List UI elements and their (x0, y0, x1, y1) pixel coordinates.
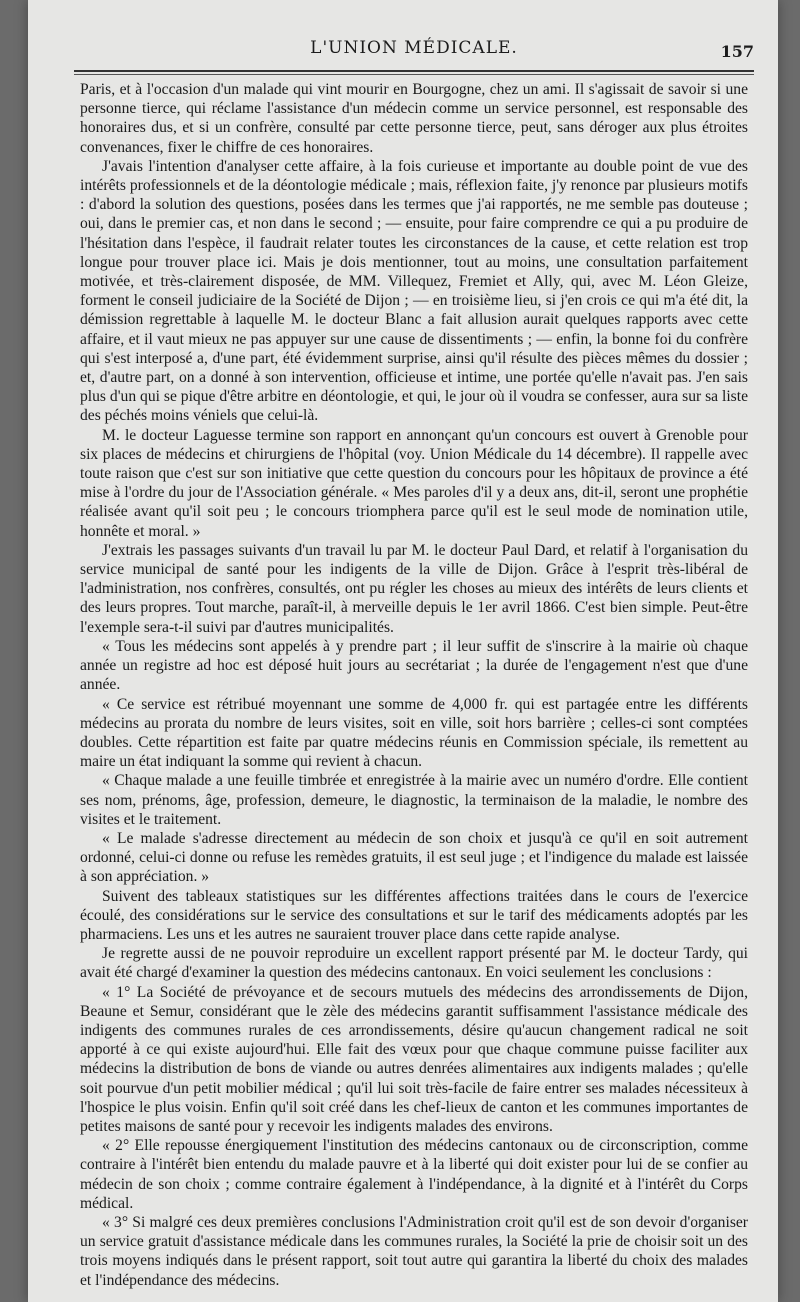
conclusion-1: « 1° La Société de prévoyance et de secours mutuels des médecins des arrondissements de Dijon, Beaune et Semur, considérant que le zèle des médecins garantit suffisamment l'assistance médicale des indigents des communes rurales de ces arrondissements, désire qu'aucun changement radical ne soit apporté à ce qui existe aujourd'hui. Elle fait des vœux pour que chaque commune puisse faciliter aux médecins la distribution de bons de viande ou autres denrées alimentaires aux indigents malades ; qu'elle soit pourvue d'un petit mobilier médical ; qu'il lui soit très-facile de faire entrer ses malades nécessiteux à l'hospice le plus voisin. Enfin qu'il soit créé dans les chef-lieux de canton et les communes importantes de petites maisons de santé pour y recevoir les indigents malades des environs. (80, 983, 748, 1135)
header-rule (74, 70, 754, 75)
quoted-paragraph: « Ce service est rétribué moyennant une somme de 4,000 fr. qui est partagée entre les différents médecins au prorata du nombre de leurs visites, soit en ville, soit hors barrière ; celles-ci sont comptées doubles. Cette répartition est faite par quatre médecins réunis en Commission spéciale, ils remettent au maire un état indiquant la somme qui revient à chacun. (80, 695, 748, 771)
quoted-paragraph: « Le malade s'adresse directement au médecin de son choix et jusqu'à ce qu'il en soit autrement ordonné, celui-ci donne ou refuse les remèdes gratuits, il est seul juge ; et l'indigence du malade est laissée à son appréciation. » (80, 829, 748, 886)
paragraph: Je regrette aussi de ne pouvoir reproduire un excellent rapport présenté par M. le docteur Tardy, qui avait été chargé d'examiner la question des médecins cantonaux. En voici seulement les conclusions : (80, 945, 748, 982)
running-title: L'UNION MÉDICALE. (310, 38, 518, 58)
paragraph: J'avais l'intention d'analyser cette affaire, à la fois curieuse et importante au double point de vue des intérêts professionnels et de la déontologie médicale ; mais, réflexion faite, j'y renonce par plusieurs motifs : d'abord la solution des questions, posées dans les termes que j'ai rapportés, ne me semble pas douteuse ; oui, dans le premier cas, et non dans le second ; — ensuite, pour faire comprendre ce qui a pu produire de l'hésitation dans l'espèce, il faudrait relater toutes les circonstances de la cause, et cette relation est trop longue pour trouver place ici. Mais je dois mentionner, tout au moins, une consultation parfaitement motivée, et très-clairement disposée, de MM. Villequez, Fremiet et Ally, qui, avec M. Léon Gleize, forment le conseil judiciaire de la Société de Dijon ; — en troisième lieu, si j'en crois ce qui m'a été dit, la démission regrettable à laquelle M. le docteur Blanc a fait allusion aurait quelques rapports avec cette affaire, et il vaut mieux ne pas appuyer sur une cause de dissentiments ; — enfin, la bonne foi du confrère qui s'est interposé a, d'une part, été évidemment surprise, ainsi qu'il résulte des pièces mêmes du dossier ; et, d'autre part, on a donné à son intervention, officieuse et intime, une portée qu'elle n'avait pas. J'en sais plus d'un qui se pique d'être arbitre en déontologie, et qui, le jour où il voudra se confesser, aura sur sa liste des péchés moins véniels que celui-là. (80, 157, 748, 425)
paragraph: J'extrais les passages suivants d'un travail lu par M. le docteur Paul Dard, et relatif à l'organisation du service municipal de santé pour les indigents de la ville de Dijon. Grâce à l'esprit très-libéral de l'administration, nos confrères, consultés, ont pu régler les choses au mieux des intérêts de leurs clients et des leurs propres. Tout marche, paraît-il, à merveille depuis le 1er avril 1866. C'est bien simple. Peut-être l'exemple sera-t-il suivi par d'autres municipalités. (80, 541, 748, 636)
conclusion-2: « 2° Elle repousse énergiquement l'institution des médecins cantonaux ou de circonscription, comme contraire à l'intérêt bien entendu du malade pauvre et à la liberté qui doit exister pour lui de se confier au médecin de son choix ; comme contraire également à l'indépendance, à la dignité et à l'intérêt du Corps médical. (80, 1137, 748, 1212)
quoted-paragraph: « Tous les médecins sont appelés à y prendre part ; il leur suffit de s'inscrire à la mairie où chaque année un registre ad hoc est déposé huit jours au secrétariat ; la durée de l'engagement n'est que d'une année. (80, 637, 748, 694)
paragraph: Suivent des tableaux statistiques sur les différentes affections traitées dans le cours de l'exercice écoulé, des considérations sur le service des consultations et sur le tarif des médicaments adoptés par les pharmaciens. Les uns et les autres ne sauraient trouver place dans cette rapide analyse. (80, 887, 748, 943)
page-header (74, 38, 754, 68)
book-page (28, 0, 778, 1302)
page-number: 157 (720, 42, 754, 61)
paragraph: M. le docteur Laguesse termine son rapport en annonçant qu'un concours est ouvert à Grenoble pour six places de médecins et chirurgiens de l'hôpital (voy. Union Médicale du 14 décembre). Il rappelle avec toute raison que c'est sur son initiative que cette question du concours pour les hôpitaux de province a été mise à l'ordre du jour de l'Association générale. « Mes paroles d'il y a deux ans, dit-il, seront une prophétie réalisée avant qu'il soit peu ; le concours triomphera parce qu'il est le seul mode de nomination utile, honnête et moral. » (80, 426, 748, 540)
paragraph: Paris, et à l'occasion d'un malade qui vint mourir en Bourgogne, chez un ami. Il s'agissait de savoir si une personne tierce, qui réclame l'assistance d'un médecin comme un service personnel, est responsable des honoraires dus, et si un confrère, consulté par cette personne tierce, peut, sans déroger aux plus étroites convenances, fixer le chiffre de ces honoraires. (80, 81, 748, 156)
article-body (80, 80, 748, 1290)
conclusion-3: « 3° Si malgré ces deux premières conclusions l'Administration croit qu'il est de son devoir d'organiser un service gratuit d'assistance médicale dans les communes rurales, la Société la prie de choisir soit un des trois moyens indiqués dans le présent rapport, soit tout autre qui garantira la liberté du choix des malades et l'indépendance des médecins. (80, 1213, 748, 1289)
quoted-paragraph: « Chaque malade a une feuille timbrée et enregistrée à la mairie avec un numéro d'ordre. Elle contient ses nom, prénoms, âge, profession, demeure, le diagnostic, la terminaison de la maladie, le nombre des visites et le traitement. (80, 772, 748, 828)
